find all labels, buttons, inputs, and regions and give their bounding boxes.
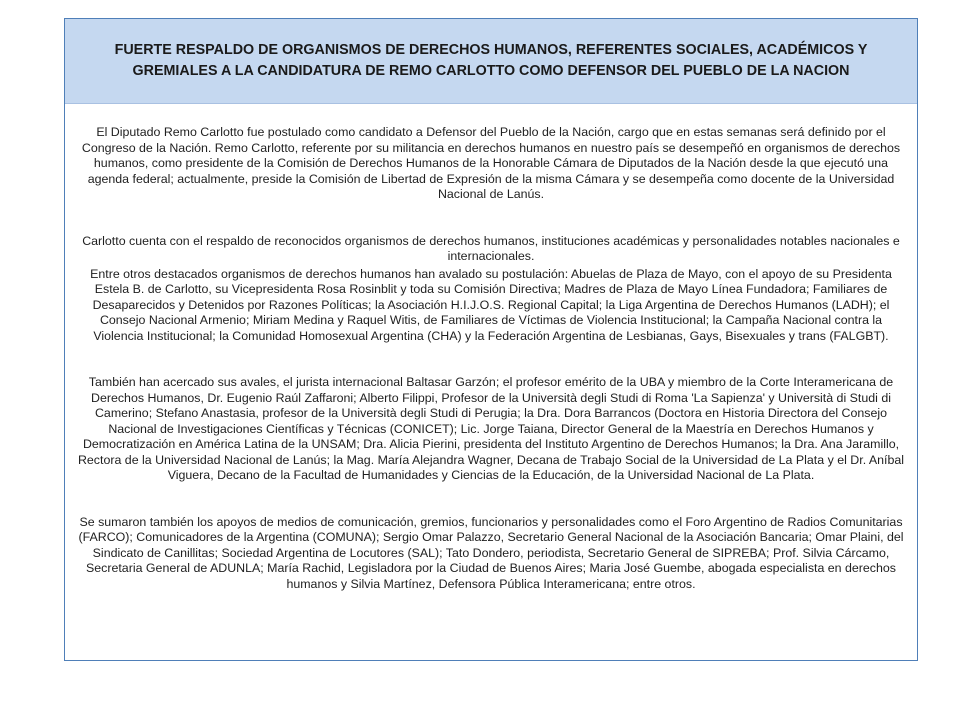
paragraph-human-rights-organizations: Entre otros destacados organismos de derechos humanos han avalado su postulación: Abuelas de Plaza de Mayo, con el apoyo de su Presidenta Estela B. de Carlotto, su Vicepresidenta Rosa Rosinblit y toda su Comisión Directiva; Madres de Plaza de Mayo Línea Fundadora; Familiares de Desaparecidos y Detenidos por Razones Políticas; la Asociación H.I.J.O.S. Regional Capital; la Liga Argentina de Derechos Humanos (LADH); el Consejo Nacional Armenio; Miriam Medina y Raquel Witis, de Familiares de Víctimas de Violencia Institucional; la Campaña Nacional contra la Violencia Institucional; la Comunidad Homosexual Argentina (CHA) y la Federación Argentina de Lesbianas, Gays, Bisexuales y trans (FALGBT). <box>90 266 892 343</box>
document-title: FUERTE RESPALDO DE ORGANISMOS DE DERECHOS HUMANOS, REFERENTES SOCIALES, ACADÉMICOS Y GREMIALES A LA CANDIDATURA DE REMO CARLOTTO COMO DEFENSOR DEL PUEBLO DE LA NACION <box>114 42 868 79</box>
paragraph-media-union-support: Se sumaron también los apoyos de medios de comunicación, gremios, funcionarios y personalidades como el Foro Argentino de Radios Comunitarias (FARCO); Comunicadores de la Argentina (COMUNA); Sergio Omar Palazzo, Secretario General Nacional de la Asociación Bancaria; Omar Plaini, del Sindicato de Canillitas; Sociedad Argentina de Locutores (SAL); Tato Dondero, periodista, Secretario General de SIPREBA; Prof. Silvia Cárcamo, Secretaria General de ADUNLA; María Rachid, Legisladora por la Ciudad de Buenos Aires; Maria José Guembe, abogada especialista en derechos humanos y Silvia Martínez, Defensora Pública Interamericana; entre otros. <box>78 514 904 591</box>
paragraph-support-intro: Carlotto cuenta con el respaldo de reconocidos organismos de derechos humanos, instituciones académicas y personalidades notables nacionales e internacionales. <box>82 233 900 263</box>
paragraph-nomination: El Diputado Remo Carlotto fue postulado como candidato a Defensor del Pueblo de la Nación, cargo que en estas semanas será definido por el Congreso de la Nación. Remo Carlotto, referente por su militancia en derechos humanos en nuestro país se desempeñó en organismos de derechos humanos, como presidente de la Comisión de Derechos Humanos de la Honorable Cámara de Diputados de la Nación desde la que ejecutó una agenda federal; actualmente, preside la Comisión de Libertad de Expresión de la misma Cámara y se desempeña como docente de la Universidad Nacional de Lanús. <box>81 125 901 201</box>
document-frame <box>64 18 918 661</box>
paragraph-academic-endorsements: También han acercado sus avales, el jurista internacional Baltasar Garzón; el profesor emérito de la UBA y miembro de la Corte Interamericana de Derechos Humanos, Dr. Eugenio Raúl Zaffaroni; Alberto Filippi, Profesor de la Università degli Studi di Roma 'La Sapienza' y Università di Studi di Camerino; Stefano Anastasia, profesor de la Università degli Studi di Perugia; la Dra. Dora Barrancos (Doctora en Historia Directora del Consejo Nacional de Investigaciones Científicas y Técnicas (CONICET); Lic. Jorge Taiana, Director General de la Maestría en Derechos Humanos y Democratización en América Latina de la UNSAM; Dra. Alicia Pierini, presidenta del Instituto Argentino de Derechos Humanos; la Dra. Ana Jaramillo, Rectora de la Universidad Nacional de Lanús; la Mag. María Alejandra Wagner, Decana de Trabajo Social de la Universidad de La Plata y el Dr. Aníbal Viguera, Decano de la Facultad de Humanidades y Ciencias de la Educación, de la Universidad Nacional de La Plata. <box>77 375 905 482</box>
title-banner <box>65 19 917 104</box>
document-body <box>75 125 907 592</box>
